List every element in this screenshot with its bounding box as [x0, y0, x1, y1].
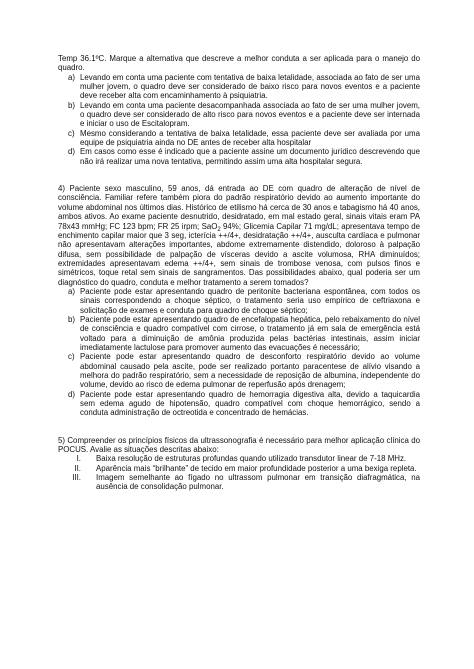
option-text: Levando em conta uma paciente com tentativa de baixa letalidade, associada ao fato de ser uma mulher jovem, o quadro deve ser considerado de baixo risco para novos eventos e a paciente deve receber alta com encaminhamento à psiquiatria.: [80, 72, 420, 101]
question-4-option-a: [58, 287, 420, 315]
question-4-intro-part-1: 4) Paciente sexo masculino, 59 anos, dá entrada ao DE com quadro de alteração de nível de consciência. Familiar refere também piora do padrão respiratório devido ao aumento importante do volume abdominal nos últimos dias. Histórico de etilismo há cerca de 30 anos e tabagismo há 40 anos, ambos ativos. Ao exame paciente desnutrido, desidratado, em mal estado geral, sinais vitais eram PA 78x43 mmHg; FC 123 bpm; FR 25 irpm; SaO: [58, 184, 420, 231]
option-label: c): [68, 128, 75, 138]
question-4-option-b: [58, 315, 420, 352]
question-3-option-d: [58, 147, 420, 166]
item-text: Aparência mais “brilhante” de tecido em maior profundidade posterior a uma bexiga repleta.: [96, 463, 417, 473]
option-label: a): [68, 72, 76, 82]
question-5-item-3: [58, 473, 420, 492]
option-label: d): [68, 389, 76, 399]
option-text: Paciente pode estar apresentando quadro de hemorragia digestiva alta, devido a taquicardia sem edema agudo de hipotensão, quadro compatível com choque hemorrágico, sendo a conduta administração de octreotida e concentrado de hemácias.: [80, 389, 420, 418]
document-content: [58, 54, 420, 492]
question-3-option-c: [58, 129, 420, 148]
option-text: Em casos como esse é indicado que a paciente assine um documento jurídico descrevendo que não irá realizar uma nova tentativa, permitindo assim uma alta hospitalar segura.: [80, 147, 420, 166]
question-5-item-1: [58, 454, 420, 463]
question-4-intro: [58, 184, 420, 287]
question-3-option-b: [58, 101, 420, 129]
option-text: Paciente pode estar apresentando quadro de encefalopatia hepática, pelo rebaixamento do nível de consciência e quadro compatível com cirrose, o tratamento já em sala de emergência está voltado para a diminuição de amônia produzida pelas bactérias intestinais, assim iniciar imediatamente lactulose para promover aumento das evacuações é necessário;: [80, 314, 420, 352]
question-4-intro-part-2: 94%; Glicemia Capilar 71 mg/dL; apresentava tempo de enchimento capilar maior que 3 seg, icterícia ++/4+, desidratação ++/4+, ausculta cardíaca e pulmonar não apresentavam alterações importantes, abdome extremamente distendido, doloroso à palpação difusa, sem possibilidade de palpação de vísceras devido a ascite volumosa, RHA diminuídos; extremidades apresentavam edema ++/4+, sem sinais de trombose venosa, com pulsos finos e simétricos, toque retal sem sinais de sangramentos. Das possibilidades abaixo, qual poderia ser um diagnóstico do quadro, conduta e melhor tratamento a serem tomados?: [58, 221, 420, 287]
option-text: Paciente pode estar apresentando quadro de peritonite bacteriana espontânea, com todos os sinais correspondendo a choque séptico, o tratamento seria uso empírico de ceftriaxona e solicitação de exames e conduta para quadro de choque séptico;: [80, 286, 420, 315]
option-label: b): [68, 100, 76, 110]
item-text: Imagem semelhante ao fígado no ultrassom pulmonar em transição diafragmática, na ausência de consolidação pulmonar.: [96, 473, 420, 492]
option-text: Levando em conta uma paciente desacompanhada associada ao fato de ser uma mulher jovem, o quadro deve ser considerado de alto risco para novos eventos e a paciente deve ser internada e iniciar o uso de Escitalopram.: [80, 100, 420, 129]
option-text: Mesmo considerando a tentativa de baixa letalidade, essa paciente deve ser avaliada por uma equipe de psiquiatria ainda no DE antes de receber alta hospitalar: [80, 128, 420, 148]
spacer: [58, 418, 420, 436]
question-4-options: [58, 287, 420, 418]
item-text: Baixa resolução de estruturas profundas quando utilizado transdutor linear de 7-18 MHz.: [96, 454, 407, 464]
item-label: I.: [76, 454, 81, 464]
question-3-options: [58, 73, 420, 166]
option-label: b): [68, 314, 76, 324]
question-3-intro: Temp 36.1ºC. Marque a alternativa que descreve a melhor conduta a ser aplicada para o manejo do quadro.: [58, 54, 420, 73]
item-label: II.: [74, 463, 81, 473]
question-5-item-2: [58, 464, 420, 473]
spacer: [58, 166, 420, 184]
question-4-option-d: [58, 390, 420, 418]
question-5-items: [58, 454, 420, 491]
option-text: Paciente pode estar apresentando quadro de desconforto respiratório devido ao volume abdominal causado pela ascite, pode ser realizado portanto paracentese de alívio visando a melhora do padrão respiratório, sem a necessidade de reposição de albumina, independente do volume, devido ao risco de edema pulmonar de reperfusão após drenagem;: [80, 352, 420, 390]
question-3-option-a: [58, 73, 420, 101]
subscript-2: 2: [217, 226, 221, 233]
item-label: III.: [72, 473, 81, 483]
option-label: d): [68, 147, 76, 157]
option-label: c): [68, 352, 75, 362]
option-label: a): [68, 286, 76, 296]
question-5-intro: 5) Compreender os princípios físicos da ultrassonografia é necessário para melhor aplicação clínica do POCUS. Avalie as situações descritas abaixo:: [58, 435, 420, 455]
question-4-option-c: [58, 352, 420, 389]
